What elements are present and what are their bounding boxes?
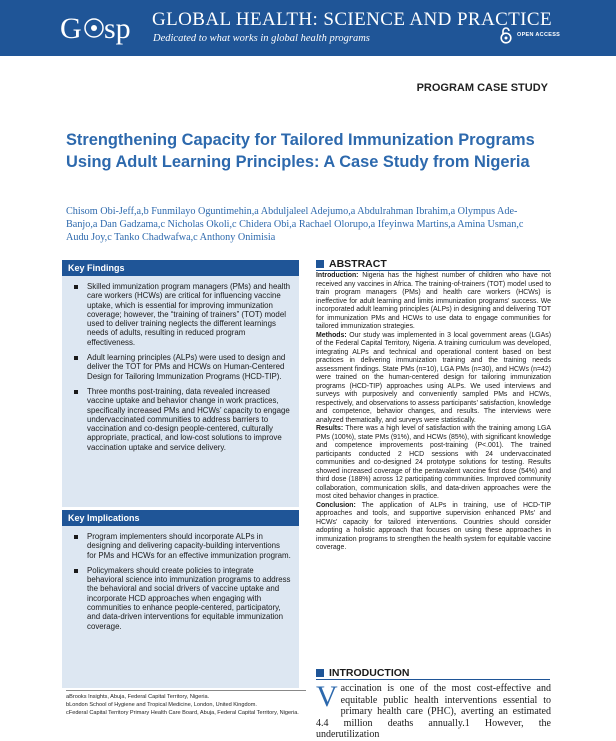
ghsp-logo-icon xyxy=(60,10,140,46)
abstract-body xyxy=(316,272,551,553)
abstract-heading: ABSTRACT xyxy=(316,258,387,270)
bullet-icon xyxy=(74,285,78,289)
introduction-divider xyxy=(316,679,550,680)
affiliations xyxy=(66,690,306,717)
affiliation-a: aBrooks Insights, Abuja, Federal Capital Territory, Nigeria. xyxy=(66,694,210,700)
key-findings-heading: Key Findings xyxy=(62,260,299,276)
article-title: Strengthening Capacity for Tailored Immunization Programs Using Adult Learning Principles: A Case Study from Nigeria xyxy=(66,131,535,171)
journal-tagline: Dedicated to what works in global health programs xyxy=(153,33,370,44)
bullet-icon xyxy=(74,535,78,539)
article-type-label: PROGRAM CASE STUDY xyxy=(416,82,548,94)
key-implications-box xyxy=(62,510,299,688)
section-square-icon xyxy=(316,260,324,268)
section-square-icon xyxy=(316,669,324,677)
key-implications-list xyxy=(62,526,299,641)
key-findings-list xyxy=(62,276,299,462)
list-item: Adult learning principles (ALPs) were used to design and deliver the TOT for PMs and HCWs on Human-Centered Design for Tailoring Immunization Programs (HCD-TIP). xyxy=(74,353,291,381)
abstract-methods: Methods: Our study was implemented in 3 local government areas (LGAs) of the Federal Capital Territory, Nigeria. A training curriculum was developed, integrating ALPs and technical and operational content based on best practices in delivering immunization training and the training needs assessment findings. State PMs (n=10), LGA PMs (n=30), and HCWs (n=42) were trained on the human-centered design for tailoring immunization programs (HCD-TIP) approaches using ALPs. We used interviews and surveys with purposively and conveniently sampled PMs and HCWs, respectively, and observations to assess participants’ satisfaction, knowledge and competence, behavior changes, and results. The interviews were analyzed thematically, and surveys were statistically. xyxy=(316,331,551,424)
journal-logo[interactable] xyxy=(60,10,140,46)
list-item: Skilled immunization program managers (PMs) and health care workers (HCWs) are critical for influencing vaccine uptake, which is essential for improving immunization coverage; however, the “training of trainers” (TOT) model used to deliver training neglects the different learnings needs of adults, resulting in reduced program effectiveness. xyxy=(74,282,291,347)
introduction-heading: INTRODUCTION xyxy=(316,667,410,679)
introduction-body: Vaccination is one of the most cost-effective and equitable public health interventions essential to primary health care (PHC), averting an estimated 4.4 million deaths annually.1 However, the underutilization xyxy=(316,680,551,741)
abstract-introduction: Introduction: Nigeria has the highest number of children who have not received any vaccines in Africa. The training-of-trainers (TOT) model used to train program managers (PMs) and health care workers (HCWs) is ineffective for adult learning and limits immunization programs’ success. We incorporated adult learning principles (ALPs) in designing and delivering TOT for immunization PMs and HCWs to use data to engage communities for tailored immunization strategies. xyxy=(316,272,552,330)
open-access-label: OPEN ACCESS xyxy=(517,32,561,38)
list-item: Policymakers should create policies to integrate behavioral science into immunization programs to address the behavioral and social drivers of vaccine uptake and incorporate HCD approaches when engaging with communities to enhance people-centered, participatory, and data-driven interventions for equitable immunization coverage. xyxy=(74,566,291,631)
author-list: Chisom Obi-Jeff,a,b Funmilayo Oguntimehin,a Abduljaleel Adejumo,a Abdulrahman Ibrahim,a Olympus Ade-Banjo,a Dan Gadzama,c Nicholas Okoli,c Chidera Obi,a Rachael Olorupo,a Ifeyinwa Martins,a Amina Usman,c Audu Joy,c Tanko Chadwafwa,c Anthony Onimisia xyxy=(66,206,524,243)
open-access-badge xyxy=(499,26,560,44)
key-implications-heading: Key Implications xyxy=(62,510,299,526)
drop-cap: V xyxy=(316,680,338,713)
list-item: Program implementers should incorporate ALPs in designing and delivering capacity-building interventions for PMs and HCWs for an effective immunization program. xyxy=(74,532,291,560)
abstract-divider xyxy=(316,270,550,271)
abstract-results: Results: There was a high level of satisfaction with the training among LGA PMs (100%), state PMs (91%), and HCWs (85%), with significant knowledge and competence improvements post-training (P<.001). The trained participants conducted 2 HCD sessions with 24 undervaccinated communities and co-designed 24 prototype solutions for testing. Results showed increased coverage of the pentavalent vaccine first dose (54%) and third dose (188%) across 12 participating communities. Improved community collaboration, communication skills, and data-driven approaches were the most cited behavior changes in practice. xyxy=(316,425,551,500)
journal-title: GLOBAL HEALTH: SCIENCE AND PRACTICE xyxy=(152,9,552,30)
affiliation-b: bLondon School of Hygiene and Tropical Medicine, London, United Kingdom. xyxy=(66,701,257,708)
svg-text:sp: sp xyxy=(104,12,131,45)
list-item: Three months post-training, data revealed increased vaccine uptake and behavior change in work practices, specifically increased PMs and HCWs’ capacity to engage undervaccinated communities to address barriers to vaccination and co-design people-centered, culturally appropriate, practical, and low-cost solutions to improve vaccination uptake and service delivery. xyxy=(74,387,291,452)
abstract-conclusion: Conclusion: The application of ALPs in training, use of HCD-TIP approaches and tools, and supportive supervision enhanced PMs’ and HCWs’ capacity for tailored interventions. Countries should consider adopting a holistic approach that focuses on using these approaches in immunization programs to strengthen the health system for equitable vaccine coverage. xyxy=(316,501,551,551)
journal-banner xyxy=(0,0,616,56)
bullet-icon xyxy=(74,356,78,360)
svg-text:G: G xyxy=(60,12,82,45)
affiliation-c: cFederal Capital Territory Primary Health Care Board, Abuja, Federal Capital Territory, Nigeria. xyxy=(66,709,299,716)
bullet-icon xyxy=(74,569,78,573)
open-access-lock-icon xyxy=(499,26,513,44)
key-findings-box xyxy=(62,260,299,507)
bullet-icon xyxy=(74,390,78,394)
